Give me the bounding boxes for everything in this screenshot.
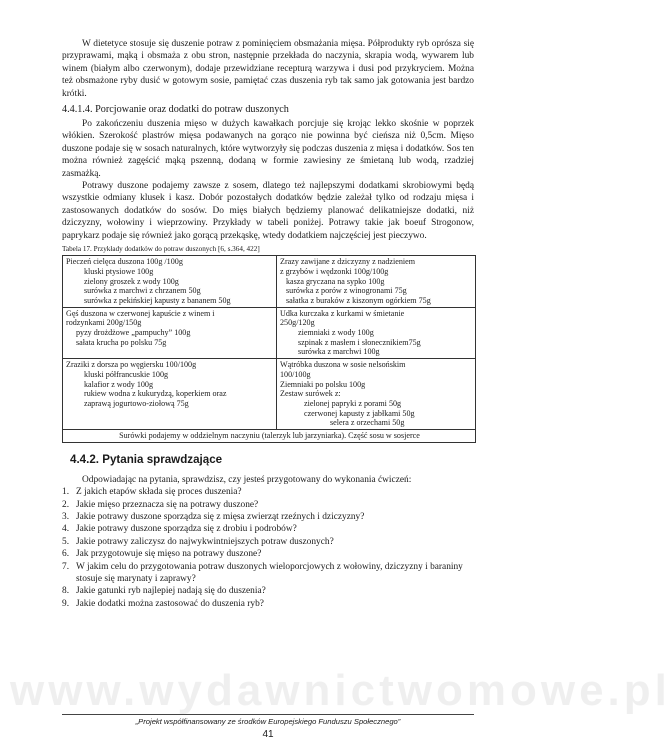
question-text: Jakie potrawy duszone sporządza się z drobiu i podrobów? (76, 524, 297, 535)
question-number: 8. (62, 586, 70, 597)
dish-line: Zestaw surówek z: (280, 389, 341, 399)
question-number: 9. (62, 598, 70, 609)
paragraph-side-dishes: Potrawy duszone podajemy zawsze z sosem, dlatego też najlepszymi dodatkami skrobiowymi będą wszystkie odmiany klusek i kasz. Dobór pozostałych dodatków będzie zależał tylko od rodzaju mięsa i zastosowanych dodatków do sosów. Do mięs białych będziemy planować delikatniejsze dodatki, niż dziczyzny, wołowiny i wieprzowiny. Przykłady w tabeli poniżej. Potrawy takie jak boeuf Strogonow, paprykarz podaje się również jako gorącą przekąskę, wtedy dodatkiem najczęściej jest pieczywo. (62, 181, 474, 241)
question-text: Jakie mięso przeznacza się na potrawy duszone? (76, 499, 259, 510)
question-text: Jakie dodatki można zastosować do duszenia ryb? (76, 598, 264, 609)
question-number: 2. (62, 499, 70, 510)
page-number: 41 (262, 729, 274, 740)
dish-line: rukiew wodna z kukurydzą, koperkiem oraz (84, 389, 227, 399)
table-cell-right (277, 256, 476, 308)
table-cell-right (277, 307, 476, 359)
intro-paragraph: W dietetyce stosuje się duszenie potraw z pominięciem obsmażania mięsa. Półprodukty ryb oprósza się przyprawami, mąką i obsmaża z obu stron, następnie przekłada do naczynia, skrapia wodą, wywarem lub winem (białym albo czerwonym), dodaje przewidziane recepturą warzywa i dusi pod przykryciem. Można też obsmażone ryby dusić w gotowym sosie, pamiętać czas duszenia ryb tak samo jak gotowania jest bardzo krótki. (62, 39, 474, 99)
question-text: Jakie gatunki ryb najlepiej nadają się do duszenia? (76, 586, 266, 597)
dish-line: czerwonej kapusty z jabłkami 50g (304, 408, 415, 418)
question-item (62, 598, 474, 610)
question-item (62, 523, 474, 535)
dish-line: kluski półfrancuskie 100g (84, 369, 169, 379)
question-text: Jakie potrawy zaliczysz do najwykwintniejszych potraw duszonych? (76, 536, 334, 547)
dish-line: 250g/120g (280, 318, 315, 328)
side-dishes-table (62, 255, 476, 443)
question-item (62, 511, 474, 523)
dish-line: kalafior z wody 100g (84, 379, 154, 389)
dish-name: Zrazy zawijane z dziczyzny z nadzieniem (280, 257, 416, 267)
table-cell-left (63, 256, 277, 308)
question-item (62, 499, 474, 511)
table-caption: Tabela 17. Przykłady dodatków do potraw duszonych [6, s.364, 422] (62, 245, 260, 254)
dish-line: surówka z marchwi z chrzanem 50g (84, 286, 201, 296)
dish-line: pyzy drożdżowe „pampuchy” 100g (76, 328, 191, 338)
dish-line: surówka z pekińskiej kapusty z bananem 50g (84, 295, 231, 305)
dish-line: zaprawą jogurtowo-ziołową 75g (84, 398, 189, 408)
dish-line: zielonej papryki z porami 50g (304, 398, 402, 408)
question-item (62, 548, 474, 560)
question-number: 6. (62, 549, 70, 560)
question-item (62, 536, 474, 548)
dish-line: szpinak z masłem i słonecznikiem75g (298, 337, 421, 347)
dish-name: Gęś duszona w czerwonej kapuście z winem i (66, 308, 215, 318)
dish-line: Ziemniaki po polsku 100g (280, 379, 366, 389)
dish-line: selera z orzechami 50g (330, 418, 405, 428)
table-cell-right (277, 359, 476, 430)
footer-rule (62, 714, 474, 715)
dish-line: sałatka z buraków z kiszonym ogórkiem 75g (286, 295, 431, 305)
dish-name: Udka kurczaka z kurkami w śmietanie (280, 308, 405, 318)
question-text: Jakie potrawy duszone sporządza się z mięsa zwierząt rzeźnych i dziczyzny? (76, 511, 365, 522)
footer-text: „Projekt współfinansowany ze środków Europejskiego Funduszu Społecznego” (135, 717, 401, 726)
dish-line: surówka z marchwi 100g (298, 347, 380, 357)
section-title: 4.4.2. Pytania sprawdzające (70, 452, 223, 466)
dish-line: sałata krucha po polsku 75g (76, 337, 167, 347)
question-number: 7. (62, 561, 70, 572)
paragraph-portioning: Po zakończeniu duszenia mięso w dużych kawałkach porcjuje się krojąc lekko skośnie w poprzek włókien. Szerokość plastrów mięsa podawanych na gorąco nie powinna być cieńsza niż 0,5cm. Mięso duszone podaje się w sosach naturalnych, które wytworzyły się podczas duszenia z mięsa i dodatków. Sos ten można również zagęścić mąką pszenną, dodaną w formie zawiesiny ze śmietaną lub wodą, rzadziej zasmażką. (62, 119, 474, 179)
dish-line: kasza gryczana na sypko 100g (286, 276, 385, 286)
dish-line: surówka z porów z winogronami 75g (286, 286, 407, 296)
questions-list (62, 486, 474, 610)
question-item (62, 561, 474, 586)
table-cell-left (63, 307, 277, 359)
dish-line: rodzynkami 200g/150g (66, 318, 142, 328)
question-number: 4. (62, 524, 70, 535)
question-item (62, 585, 474, 597)
dish-line: z grzybów i wędzonki 100g/100g (280, 266, 389, 276)
watermark: www.wydawnictwomowe.pl (10, 666, 671, 715)
table-cell-left (63, 359, 277, 430)
table-footer-row (63, 430, 476, 443)
question-text: Z jakich etapów składa się proces duszenia? (76, 487, 242, 498)
table-footer-cell: Surówki podajemy w oddzielnym naczyniu (talerzyk lub jarzyniarka). Część sosu w sosjerce (63, 430, 476, 443)
table-row (63, 256, 476, 308)
questions-intro: Odpowiadając na pytania, sprawdzisz, czy jesteś przygotowany do wykonania ćwiczeń: (82, 474, 412, 485)
dish-name: Zraziki z dorsza po węgiersku 100/100g (66, 360, 197, 370)
question-number: 1. (62, 487, 70, 498)
question-text: W jakim celu do przygotowania potraw duszonych wieloporcjowych z wołowiny, dziczyzny i baraniny stosuje się marynaty i zaprawy? (76, 561, 463, 584)
dish-line: zielony groszek z wody 100g (84, 276, 179, 286)
table-row (63, 359, 476, 430)
dish-name: Wątróbka duszona w sosie nelsońskim (280, 360, 406, 370)
question-item (62, 486, 474, 498)
question-number: 3. (62, 511, 70, 522)
dish-line: ziemniaki z wody 100g (298, 328, 374, 338)
dish-line: 100/100g (280, 369, 311, 379)
question-text: Jak przygotowuje się mięso na potrawy duszone? (76, 549, 262, 560)
dish-line: kluski ptysiowe 100g (84, 266, 154, 276)
dish-name: Pieczeń cielęca duszona 100g /100g (66, 257, 183, 267)
document-page (62, 38, 474, 610)
question-number: 5. (62, 536, 70, 547)
subsection-title: 4.4.1.4. Porcjowanie oraz dodatki do potraw duszonych (62, 104, 289, 116)
table-row (63, 307, 476, 359)
